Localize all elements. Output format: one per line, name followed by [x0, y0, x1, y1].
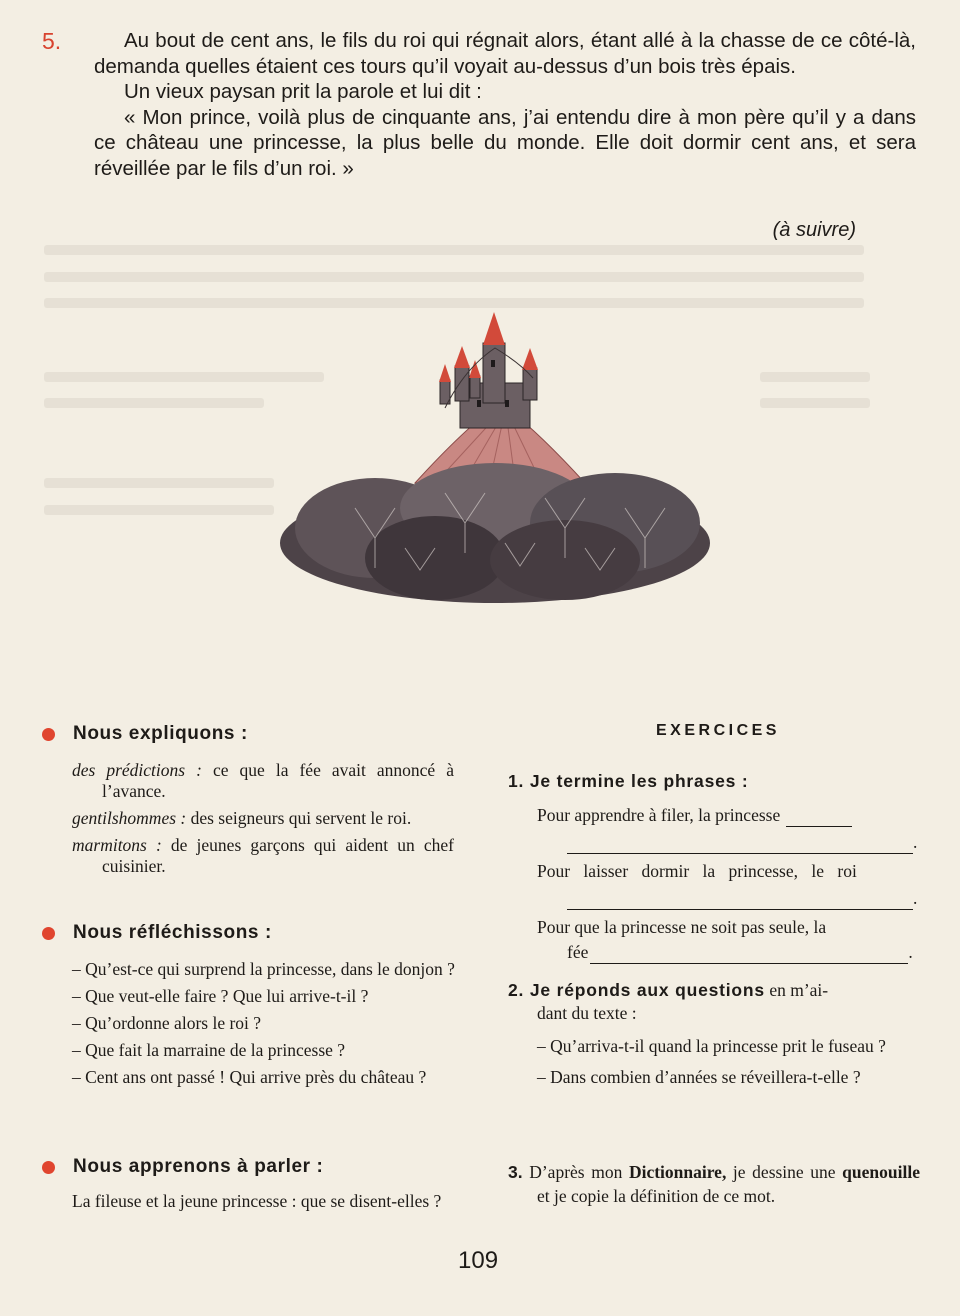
reading-passage: [94, 28, 916, 181]
passage-paragraph-3: « Mon prince, voilà plus de cinquante ans, j’ai entendu dire à mon père qu’il y a dans ce château une princesse, la plus belle du monde. Elle doit dormir cent ans, et sera réveillée par le fils d’un roi. »: [94, 105, 916, 180]
answer-blank[interactable]: [786, 812, 852, 827]
speak-heading: [42, 1156, 323, 1178]
bleed-through-line: [44, 398, 264, 408]
exercise-3-number: 3.: [508, 1162, 523, 1182]
exercise-3: 3. D’après mon Dictionnaire, je dessine une quenouille et je copie la définition de ce mot.: [508, 1162, 920, 1206]
bullet-icon: [42, 1161, 55, 1174]
vocabulary-item: des prédictions : ce que la fée avait annoncé à l’avance.: [72, 760, 454, 801]
sentence-line: .: [537, 887, 919, 910]
question-item: – Cent ans ont passé ! Qui arrive près du château ?: [72, 1067, 427, 1087]
exercise-2-title: 2. Je réponds aux questions en m’ai-: [508, 980, 829, 1000]
question-item: – Qu’est-ce qui surprend la princesse, dans le donjon ?: [72, 959, 455, 979]
bleed-through-line: [44, 245, 864, 255]
reflect-heading-label: Nous réfléchissons :: [73, 922, 272, 943]
question-item: – Qu’arriva-t-il quand la princesse prit le fuseau ?: [537, 1036, 886, 1056]
question-item: – Qu’ordonne alors le roi ?: [72, 1013, 262, 1033]
answer-blank[interactable]: [567, 839, 913, 854]
bleed-through-line: [44, 298, 864, 308]
bullet-icon: [42, 927, 55, 940]
bleed-through-line: [44, 478, 274, 488]
sentence-line: Pour apprendre à filer, la princesse: [537, 804, 919, 827]
paragraph-number: 5.: [42, 28, 62, 54]
sentence-line: Pour que la princesse ne soit pas seule, la: [537, 917, 827, 937]
castle-illustration: [265, 308, 725, 608]
answer-blank[interactable]: [567, 895, 913, 910]
page-number: 109: [458, 1247, 499, 1274]
speak-heading-label: Nous apprenons à parler :: [73, 1156, 324, 1177]
passage-paragraph-1: Au bout de cent ans, le fils du roi qui régnait alors, étant allé à la chasse de ce côté-là, demanda quelles étaient ces tours qu’il voyait au-dessus d’un bois très épais.: [94, 29, 916, 78]
explain-heading-label: Nous expliquons :: [73, 723, 248, 744]
vocabulary-list: [72, 760, 454, 883]
bleed-through-line: [760, 372, 870, 382]
sentence-line: .: [537, 831, 919, 854]
passage-paragraph-2: Un vieux paysan prit la parole et lui dit :: [124, 80, 482, 103]
to-be-continued: (à suivre): [772, 219, 856, 241]
speak-prompt: La fileuse et la jeune princesse : que se disent-elles ?: [72, 1191, 442, 1211]
bleed-through-line: [760, 398, 870, 408]
reflect-heading: [42, 922, 272, 944]
exercise-2-continuation: dant du texte :: [537, 1003, 637, 1023]
answer-blank[interactable]: [590, 949, 908, 964]
vocabulary-item: gentilshommes : des seigneurs qui servent le roi.: [72, 808, 412, 828]
sentence-line: Pour laisser dormir la princesse, le roi: [537, 861, 857, 881]
question-item: – Dans combien d’années se réveillera-t-elle ?: [537, 1067, 861, 1087]
exercise-2-body: [537, 1002, 919, 1089]
vocabulary-item: marmitons : de jeunes garçons qui aident un chef cuisinier.: [72, 835, 454, 876]
bullet-icon: [42, 728, 55, 741]
exercises-heading: EXERCICES: [656, 722, 780, 739]
explain-heading: [42, 723, 248, 745]
bleed-through-line: [44, 505, 274, 515]
sentence-line: fée .: [567, 942, 913, 962]
bleed-through-line: [44, 272, 864, 282]
reflection-questions: [72, 959, 456, 1094]
question-item: – Que fait la marraine de la princesse ?: [72, 1040, 346, 1060]
question-item: – Que veut-elle faire ? Que lui arrive-t-il ?: [72, 986, 369, 1006]
exercise-1-title: 1. Je termine les phrases :: [508, 771, 749, 791]
exercise-1-body: [537, 804, 919, 964]
